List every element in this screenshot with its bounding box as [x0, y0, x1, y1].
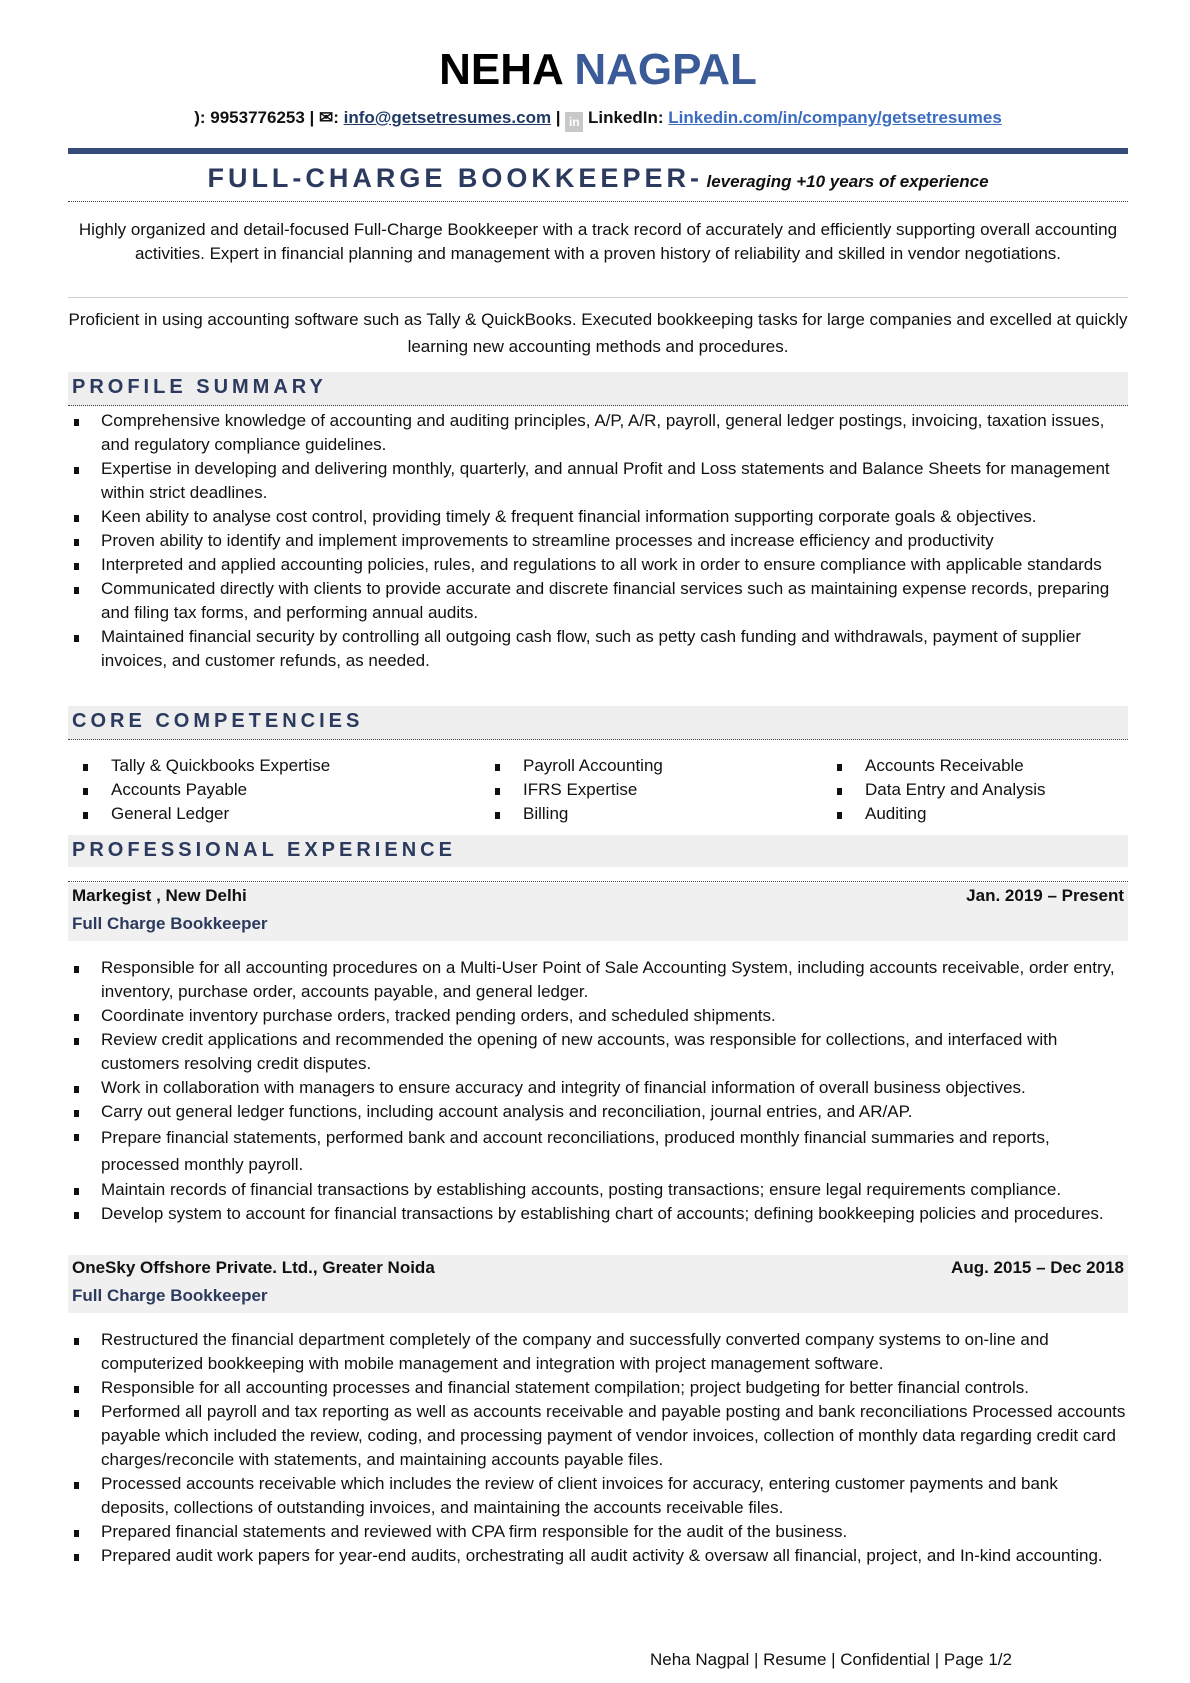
list-item: Prepare financial statements, performed bank and account reconciliations, produced monthly financial summaries and reports, processed monthly payroll. [68, 1124, 1128, 1178]
phone-number: 9953776253 [210, 108, 305, 127]
linkedin-label: LinkedIn: [588, 108, 669, 127]
section-header-profile-summary [68, 372, 1128, 406]
competency-item: Payroll Accounting [480, 754, 663, 778]
job-title: Full Charge Bookkeeper [72, 1286, 268, 1305]
competency-item: IFRS Expertise [480, 778, 663, 802]
section-header-professional-experience [68, 835, 1128, 867]
competency-item: Accounts Receivable [822, 754, 1045, 778]
list-item: Interpreted and applied accounting policies, rules, and regulations to all work in order to ensure compliance with applicable standards [68, 553, 1128, 577]
job-company: Markegist , New Delhi [72, 886, 247, 905]
envelope-icon: ✉ [319, 108, 334, 127]
list-item: Responsible for all accounting procedures on a Multi-User Point of Sale Accounting System, including accounts receivable, order entry, inventory, purchase order, accounts payable, and general ledger. [68, 956, 1128, 1004]
divider [68, 297, 1128, 298]
intro-paragraph-2: Proficient in using accounting software such as Tally & QuickBooks. Executed bookkeeping tasks for large companies and excelled at quickly learning new accounting methods and procedures. [68, 310, 1128, 356]
job-header [68, 1255, 1128, 1313]
list-item: Maintained financial security by controlling all outgoing cash flow, such as petty cash funding and withdrawals, payment of supplier invoices, and customer refunds, as needed. [68, 625, 1128, 673]
competencies-column [480, 754, 663, 826]
list-item: Expertise in developing and delivering monthly, quarterly, and annual Profit and Loss statements and Balance Sheets for management within strict deadlines. [68, 457, 1128, 505]
linkedin-icon: in [565, 112, 583, 132]
list-item: Review credit applications and recommended the opening of new accounts, was responsible for collections, and interfaced with customers resolving credit disputes. [68, 1028, 1128, 1076]
contact-line [68, 106, 1128, 132]
last-name: NAGPAL [574, 45, 757, 94]
list-item: Coordinate inventory purchase orders, tracked pending orders, and scheduled shipments. [68, 1004, 1128, 1028]
list-item: Develop system to account for financial transactions by establishing chart of accounts; defining bookkeeping policies and procedures. [68, 1202, 1128, 1226]
competency-item: Data Entry and Analysis [822, 778, 1045, 802]
headline-subtitle: leveraging +10 years of experience [706, 172, 989, 191]
list-item: Restructured the financial department completely of the company and successfully converted company systems to on-line and computerized bookkeeping with mobile management and integration with project management software. [68, 1328, 1128, 1376]
list-item: Proven ability to identify and implement improvements to streamline processes and increase efficiency and productivity [68, 529, 1128, 553]
separator: | [304, 108, 320, 127]
competency-item: Tally & Quickbooks Expertise [68, 754, 330, 778]
candidate-name [68, 40, 1128, 100]
list-item: Performed all payroll and tax reporting as well as accounts receivable and payable posting and bank reconciliations Processed accounts payable which included the review, coding, and processing payment of vendor invoices, collection of monthly data regarding credit card charges/reconcile with statements, and maintaining accounts payable files. [68, 1400, 1128, 1472]
headline-role: FULL-CHARGE BOOKKEEPER [207, 163, 690, 193]
section-header-core-competencies [68, 706, 1128, 740]
section-title: PROFESSIONAL EXPERIENCE [72, 839, 456, 861]
section-title: CORE COMPETENCIES [72, 710, 364, 732]
job-bullets [68, 1328, 1128, 1568]
email-label: : [333, 108, 344, 127]
job-title: Full Charge Bookkeeper [72, 914, 268, 933]
page-footer: Neha Nagpal | Resume | Confidential | Page 1/2 [650, 1650, 1012, 1669]
list-item: Prepared financial statements and reviewed with CPA firm responsible for the audit of the business. [68, 1520, 1128, 1544]
section-title: PROFILE SUMMARY [72, 376, 327, 398]
intro-paragraph-1: Highly organized and detail-focused Full-Charge Bookkeeper with a track record of accurately and efficiently supporting overall accounting activities. Expert in financial planning and management with a proven history of reliability and skilled in vendor negotiations. [78, 220, 1118, 263]
divider [68, 201, 1128, 202]
job-dates: Jan. 2019 – Present [966, 886, 1124, 905]
competency-item: Billing [480, 802, 663, 826]
competency-item: Accounts Payable [68, 778, 330, 802]
job-bullets [68, 956, 1128, 1226]
competency-item: Auditing [822, 802, 1045, 826]
headline [68, 160, 1128, 201]
list-item: Prepared audit work papers for year-end audits, orchestrating all audit activity & oversaw all financial, project, and In-kind accounting. [68, 1544, 1128, 1568]
competencies-column [68, 754, 330, 826]
email-link[interactable]: info@getsetresumes.com [343, 108, 552, 127]
competency-item: General Ledger [68, 802, 330, 826]
separator: | [551, 108, 566, 127]
list-item: Maintain records of financial transactions by establishing accounts, posting transactions; ensure legal requirements compliance. [68, 1178, 1128, 1202]
phone-label: ): [194, 108, 211, 127]
headline-dash: - [689, 163, 707, 193]
list-item: Carry out general ledger functions, including account analysis and reconciliation, journal entries, and AR/AP. [68, 1100, 1128, 1124]
list-item: Work in collaboration with managers to ensure accuracy and integrity of financial information of overall business objectives. [68, 1076, 1128, 1100]
list-item: Responsible for all accounting processes and financial statement compilation; project budgeting for better financial controls. [68, 1376, 1128, 1400]
header-rule [68, 148, 1128, 154]
list-item: Communicated directly with clients to provide accurate and discrete financial services such as maintaining expense records, preparing and filing tax forms, and performing annual audits. [68, 577, 1128, 625]
linkedin-link[interactable]: Linkedin.com/in/company/getsetresumes [668, 108, 1002, 127]
profile-summary-list [68, 409, 1128, 673]
job-dates: Aug. 2015 – Dec 2018 [951, 1258, 1124, 1277]
job-company: OneSky Offshore Private. Ltd., Greater Noida [72, 1258, 435, 1277]
competencies-column [822, 754, 1045, 826]
list-item: Comprehensive knowledge of accounting and auditing principles, A/P, A/R, payroll, general ledger postings, invoicing, taxation issues, and regulatory compliance guidelines. [68, 409, 1128, 457]
divider [68, 881, 1128, 882]
first-name: NEHA [439, 45, 563, 94]
list-item: Keen ability to analyse cost control, providing timely & frequent financial information supporting corporate goals & objectives. [68, 505, 1128, 529]
job-header [68, 883, 1128, 941]
list-item: Processed accounts receivable which includes the review of client invoices for accuracy, entering customer payments and bank deposits, collections of outstanding invoices, and maintaining the accounts receivable files. [68, 1472, 1128, 1520]
